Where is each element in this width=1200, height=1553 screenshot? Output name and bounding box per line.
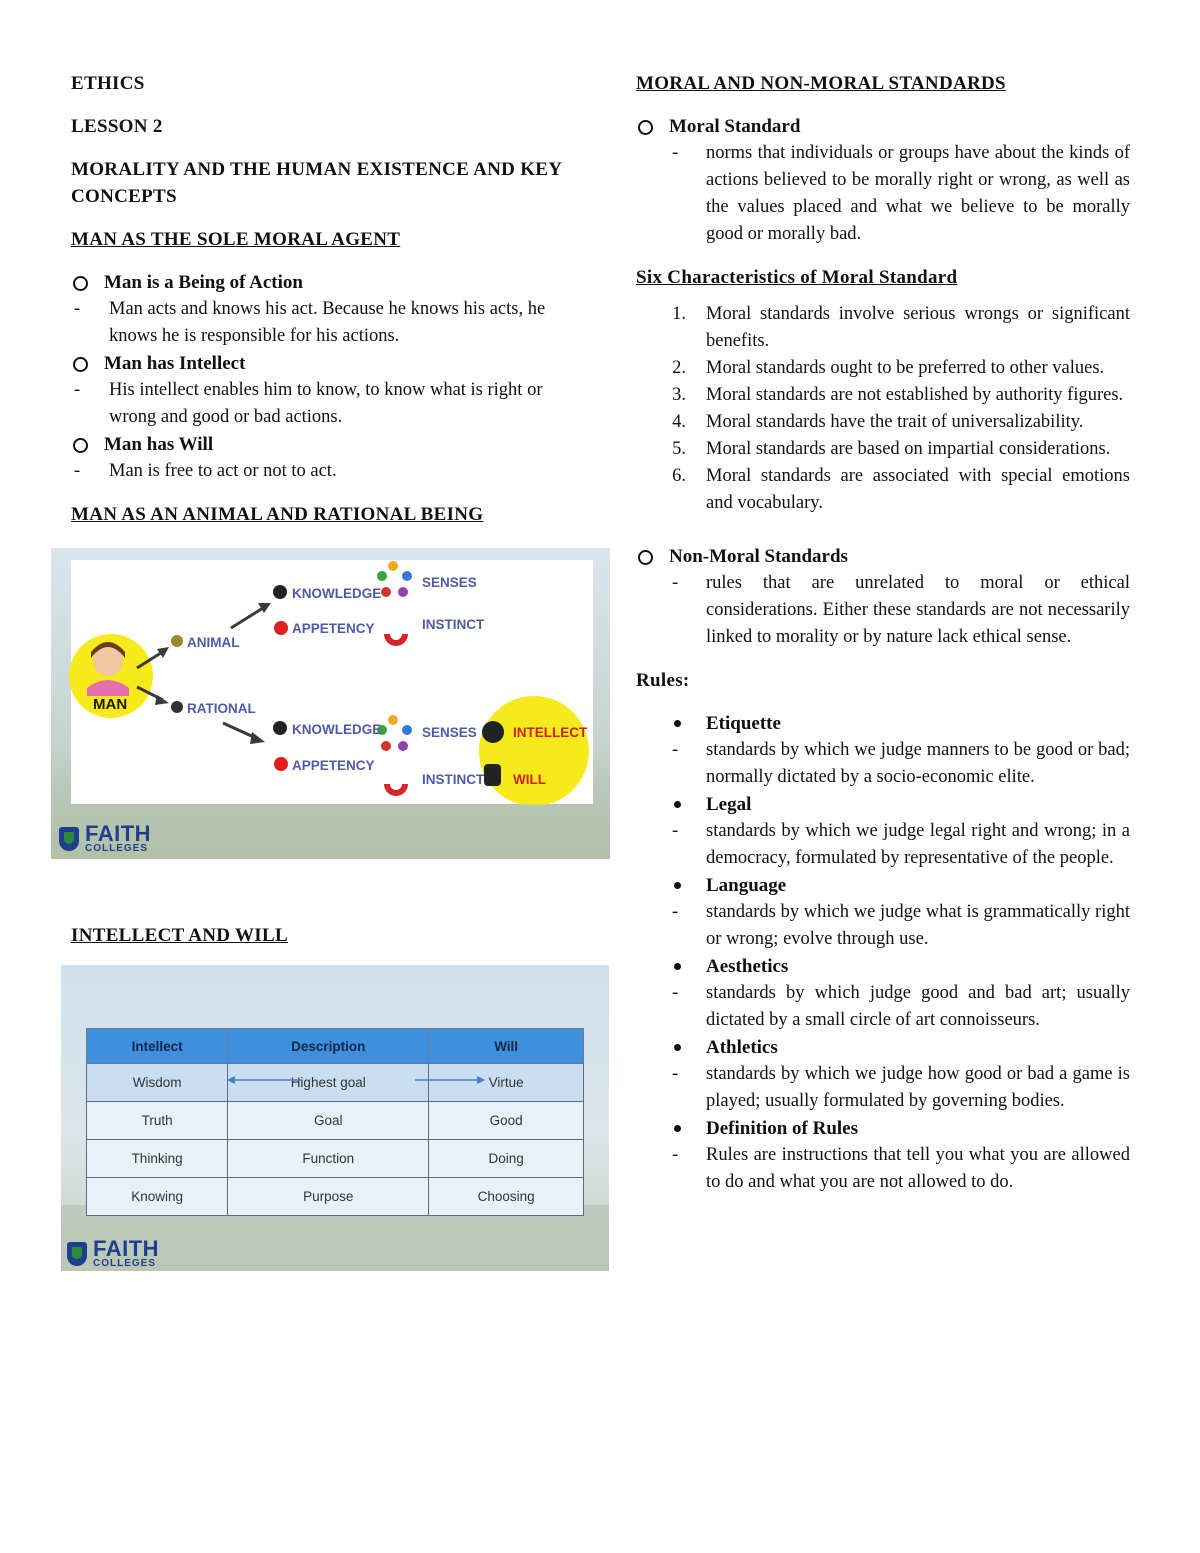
man-diagram-image	[51, 548, 610, 859]
rule-language: Language	[706, 875, 787, 896]
animal-icon	[171, 635, 183, 647]
diagram-label-instinct: INSTINCT	[422, 617, 485, 632]
diagram-label-appetency: APPETENCY	[292, 621, 375, 636]
diagram-label-man: MAN	[93, 696, 128, 713]
appetency-apple-icon	[274, 621, 288, 635]
diagram-label-knowledge-rational: KNOWLEDGE	[292, 722, 382, 737]
bullet-non-moral-standards: Non-Moral Standards	[636, 543, 1130, 570]
six-characteristics-heading: Six Characteristics of Moral Standard	[636, 267, 958, 288]
circle-bullet-icon	[73, 276, 88, 291]
dash-item: - standards by which we judge how good or bad a game is played; usually formulated by governing bodies.	[672, 1064, 1130, 1111]
bullet-intellect: Man has Intellect	[71, 350, 571, 377]
section-heading-intellect-will: INTELLECT AND WILL	[71, 925, 288, 946]
diagram-label-will: WILL	[513, 772, 546, 787]
table-header-will: Will	[429, 1029, 584, 1064]
intellect-will-table-image	[61, 965, 609, 1271]
rule-definition: Definition of Rules	[706, 1118, 858, 1139]
faith-shield-icon	[59, 827, 79, 851]
subject-title: ETHICS	[71, 73, 145, 94]
table-header-description: Description	[228, 1029, 429, 1064]
bullet-will: Man has Will	[71, 431, 571, 458]
senses-icon	[377, 561, 412, 597]
knowledge-bulb-icon	[273, 721, 287, 735]
table-row: Knowing Purpose Choosing	[87, 1178, 584, 1216]
circle-bullet-icon	[638, 120, 653, 135]
dash-item: - standards by which we judge manners to be good or bad; normally dictated by a socio-economic elite.	[672, 740, 1130, 787]
list-item: 4. Moral standards have the trait of universalizability.	[672, 412, 1084, 432]
diagram-label-senses-rational: SENSES	[422, 725, 477, 740]
will-fist-icon	[484, 764, 501, 786]
dash-item: - rules that are unrelated to moral or ethical considerations. Either these standards are not necessarily linked to morality or by nature lack ethical sense.	[672, 573, 1130, 647]
list-item: 3. Moral standards are not established by authority figures.	[672, 385, 1124, 405]
faith-colleges-logo: FAITH COLLEGES	[67, 1239, 159, 1269]
bullet-moral-standard: Moral Standard	[636, 113, 1130, 140]
bullet-being-of-action: Man is a Being of Action	[71, 269, 571, 296]
rule-athletics: Athletics	[706, 1037, 778, 1058]
dash-item: - standards by which we judge legal right and wrong; in a democracy, formulated by representative of the people.	[672, 821, 1130, 868]
rules-heading: Rules:	[636, 670, 690, 691]
circle-bullet-icon	[73, 357, 88, 372]
left-column	[71, 70, 571, 528]
lesson-number: LESSON 2	[71, 116, 163, 137]
list-item: 6. Moral standards are associated with special emotions and vocabulary.	[672, 466, 1130, 513]
right-column	[636, 70, 1130, 1196]
table-header-intellect: Intellect	[87, 1029, 228, 1064]
appetency-apple-icon	[274, 757, 288, 771]
rational-icon	[171, 701, 183, 713]
table-row: Truth Goal Good	[87, 1102, 584, 1140]
six-characteristics-list	[636, 301, 1130, 517]
table-row: Wisdom Highest goal Virtue	[87, 1064, 584, 1102]
intellect-head-icon	[482, 721, 504, 743]
lesson-title: MORALITY AND THE HUMAN EXISTENCE AND KEY CONCEPTS	[71, 159, 562, 207]
list-item: 1. Moral standards involve serious wrongs or significant benefits.	[672, 304, 1130, 351]
dash-item: - standards by which we judge what is grammatically right or wrong; evolve through use.	[672, 902, 1130, 949]
diagram-label-senses: SENSES	[422, 575, 477, 590]
table-row: Thinking Function Doing	[87, 1140, 584, 1178]
circle-bullet-icon	[638, 550, 653, 565]
faith-colleges-logo: FAITH COLLEGES	[59, 824, 151, 854]
rule-etiquette: Etiquette	[706, 713, 781, 734]
arrow-rational-knowledge	[223, 723, 256, 738]
circle-bullet-icon	[73, 438, 88, 453]
list-item: 2. Moral standards ought to be preferred to other values.	[672, 358, 1105, 378]
dash-item: - standards by which judge good and bad art; usually dictated by a small circle of art connoisseurs.	[672, 983, 1130, 1030]
dash-item: - His intellect enables him to know, to know what is right or wrong and good or bad actions.	[74, 380, 543, 427]
faith-shield-icon	[67, 1242, 87, 1266]
section-heading-standards: MORAL AND NON-MORAL STANDARDS	[636, 73, 1006, 94]
diagram-label-rational: RATIONAL	[187, 701, 256, 716]
knowledge-bulb-icon	[273, 585, 287, 599]
rule-aesthetics: Aesthetics	[706, 956, 789, 977]
dash-item: - Rules are instructions that tell you what you are allowed to do and what you are not allowed to do.	[672, 1145, 1130, 1192]
list-item: 5. Moral standards are based on impartial considerations.	[672, 439, 1111, 459]
instinct-magnet-icon	[384, 634, 408, 646]
diagram-label-appetency-rational: APPETENCY	[292, 758, 375, 773]
diagram-label-knowledge: KNOWLEDGE	[292, 586, 382, 601]
diagram-label-instinct-rational: INSTINCT	[422, 772, 485, 787]
intellect-will-circle	[479, 696, 589, 806]
diagram-label-intellect: INTELLECT	[513, 725, 588, 740]
rule-legal: Legal	[706, 794, 752, 815]
diagram-label-animal: ANIMAL	[187, 635, 240, 650]
senses-icon	[377, 715, 412, 751]
intellect-will-table	[86, 1028, 584, 1216]
section-heading-moral-agent: MAN AS THE SOLE MORAL AGENT	[71, 229, 401, 250]
dash-item: - Man acts and knows his act. Because he knows his acts, he knows he is responsible for his actions.	[74, 299, 546, 346]
section-heading-animal-rational: MAN AS AN ANIMAL AND RATIONAL BEING	[71, 504, 484, 525]
dash-item: - Man is free to act or not to act.	[74, 461, 337, 481]
arrow-animal-knowledge	[231, 608, 263, 628]
instinct-magnet-icon	[384, 784, 408, 796]
dash-item: - norms that individuals or groups have about the kinds of actions believed to be morally right or wrong, as well as the values placed and what we believe to be morally good or morally bad.	[672, 143, 1130, 244]
